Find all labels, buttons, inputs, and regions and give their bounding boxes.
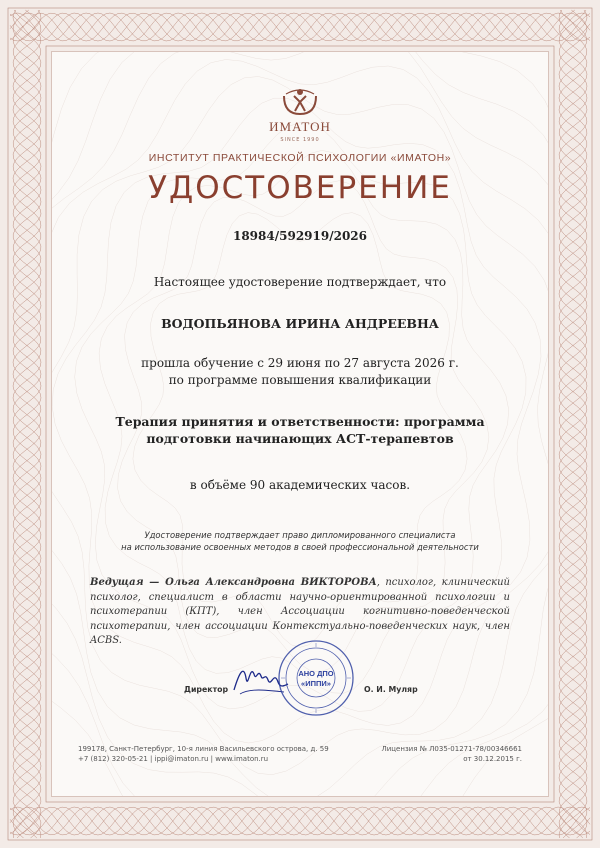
director-name: О. И. Муляр (364, 685, 418, 694)
stamp-center-top: АНО ДПО (298, 669, 334, 678)
lead-credentials: , психолог, клинический психолог, специалист в области научно-ориентированной психологии и психотерапии (КПТ), член Ассоциации когнитивно-поведенческой психотерапии, член ассоциации Контекстуально-поведенческих наук, член ACBS. (90, 577, 510, 646)
training-period-line1: прошла обучение с 29 июня по 27 августа 2026 г. (141, 356, 459, 370)
imaton-emblem-icon (280, 82, 320, 118)
license-date: от 30.12.2015 г. (463, 755, 522, 763)
confirms-text: Настоящее удостоверение подтверждает, что (153, 275, 447, 289)
official-stamp (276, 638, 356, 718)
stamp-center-bottom: «ИППИ» (301, 679, 331, 688)
training-period (52, 355, 548, 389)
hours-text: в объёме 90 академических часов. (189, 478, 411, 492)
imaton-logo (52, 82, 548, 143)
rights-note (52, 530, 548, 553)
lead-name: Ведущая — Ольга Александровна ВИКТОРОВА (90, 577, 377, 588)
institute-name: ИНСТИТУТ ПРАКТИЧЕСКОЙ ПСИХОЛОГИИ «ИМАТОН» (148, 152, 452, 164)
rights-note-line1: Удостоверение подтверждает право дипломированного специалиста (144, 530, 456, 540)
logo-since: SINCE 1990 (280, 137, 320, 143)
footer-address: 199178, Санкт-Петербург, 10-я линия Васильевского острова, д. 59 (78, 745, 329, 753)
logo-brand: ИМАТОН (269, 119, 331, 134)
program-title (52, 413, 548, 447)
footer-contacts (78, 744, 329, 764)
footer-phone-email-site: +7 (812) 320-05-21 | ippi@imaton.ru | www.imaton.ru (78, 755, 269, 763)
program-title-line2: подготовки начинающих АСТ-терапевтов (146, 431, 454, 446)
training-period-line2: по программе повышения квалификации (168, 373, 432, 387)
holder-full-name: ВОДОПЬЯНОВА ИРИНА АНДРЕЕВНА (161, 316, 439, 331)
certificate-number: 18984/592919/2026 (232, 229, 367, 243)
document-title: УДОСТОВЕРЕНИЕ (148, 170, 452, 206)
program-title-line1: Терапия принятия и ответственности: программа (115, 414, 485, 429)
license-number: Лицензия № Л035-01271-78/00346661 (381, 745, 522, 753)
rights-note-line2: на использование освоенных методов в своей профессиональной деятельности (121, 541, 479, 552)
footer-license (381, 744, 522, 764)
director-label: Директор (184, 685, 229, 694)
